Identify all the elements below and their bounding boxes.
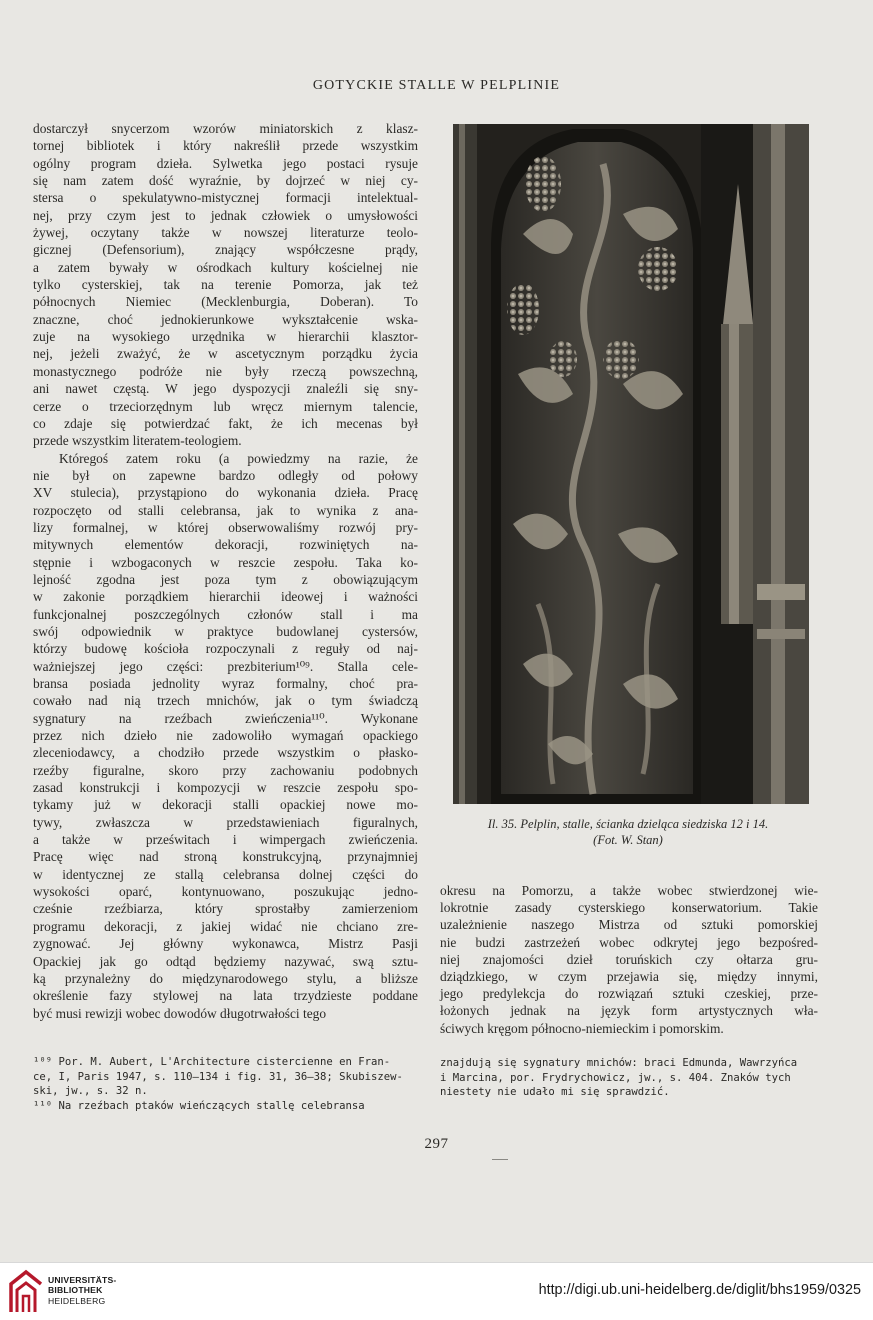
text-line: rozpoczęto od stalli celebransa, jak to wynika z ana- bbox=[33, 502, 418, 518]
figure-caption bbox=[438, 816, 818, 848]
footnote-110-cont-line-2: i Marcina, por. Frydrychowicz, jw., s. 404. Znaków tych bbox=[440, 1071, 791, 1084]
text-line: Któregoś zatem roku (a powiedzmy na razie, że bbox=[59, 450, 418, 466]
text-line: się nam zatem dość wyraźnie, by dojrzeć w niej cy- bbox=[33, 173, 418, 189]
text-line: nie był on zapewne bardzo odległy od połowy bbox=[33, 467, 418, 483]
running-title: GOTYCKIE STALLE W PELPLINIE bbox=[312, 78, 561, 93]
text-line: lokrotnie zasady cysterskiego konserwatorium. Takie bbox=[440, 900, 818, 916]
footnote-109-line-3: ski, jw., s. 32 n. bbox=[33, 1085, 148, 1097]
text-line: Pracę więc nad stroną konstrukcyjną, przynajmniej bbox=[33, 849, 418, 865]
text-line: w zakonie porządkiem hierarchii ideowej i ważności bbox=[33, 589, 418, 605]
text-line: określenie fazy stylowej na lata trzydzieste poddane bbox=[33, 988, 418, 1004]
text-line: nie budzi zastrzeżeń wobec odkrytej jego bezpośred- bbox=[440, 934, 818, 950]
left-text-column bbox=[33, 120, 418, 1022]
text-line: ką przynależny do międzynarodowego stylu, a bliższe bbox=[33, 970, 418, 986]
logo-line-3: HEIDELBERG bbox=[48, 1295, 106, 1306]
logo-line-2: BIBLIOTHEK bbox=[48, 1285, 103, 1296]
page-dash bbox=[492, 1159, 508, 1160]
viewer-footer-bar bbox=[0, 1262, 873, 1320]
text-line: zuje na wysokiego urzędnika w hierarchii klasztor- bbox=[33, 329, 418, 345]
text-line: tornej bibliotek i który nakreślił przede wszystkim bbox=[33, 138, 418, 154]
text-line: jego predylekcja do rozwiązań sztuki czeskiej, prze- bbox=[440, 986, 818, 1002]
text-line: cerze o trzeciorzędnym lub wręcz miernym talencie, bbox=[33, 398, 418, 414]
text-line: funkcjonalnej poszczególnych członów stall i ma bbox=[33, 606, 418, 622]
footnote-110-line-1: ¹¹⁰ Na rzeźbach ptaków wieńczących stallę celebransa bbox=[33, 1099, 365, 1112]
footnote-109-line-2: ce, I, Paris 1947, s. 110—134 i fig. 31, 36—38; Skubiszew- bbox=[33, 1070, 403, 1083]
footnote-110-cont-line-3: niestety nie udało mi się sprawdzić. bbox=[440, 1086, 670, 1098]
text-line: programu dekoracji, z jakiej widać nie chciano zre- bbox=[33, 918, 418, 934]
text-line: stępnie i wzbogaconych w reszcie zespołu. Taka ko- bbox=[33, 554, 418, 570]
text-line: XV stulecia), przystąpiono do wykonania dzieła. Pracę bbox=[33, 485, 418, 501]
text-line: sygnatury na rzeźbach zwieńczenia¹¹⁰. Wykonane bbox=[33, 710, 418, 726]
text-line: ważniejszej jego części: prezbiterium¹⁰⁹. Stalla cele- bbox=[33, 658, 418, 674]
text-line: mitywnych elementów dekoracji, rozwiniętych na- bbox=[33, 537, 418, 553]
text-line: cowało nad nią trzech mnichów, jak o tym świadczą bbox=[33, 693, 418, 709]
text-line: niej znajomości dzieł toruńskich czy ołtarza gru- bbox=[440, 951, 818, 967]
right-text-column bbox=[440, 882, 818, 1037]
text-line: być musi rewizji wobec dowodów długotrwałości tego bbox=[33, 1005, 327, 1021]
text-line: ani nawet częstą. W jego dyspozycji znaleźli się sny- bbox=[33, 381, 418, 397]
logo-line-1: UNIVERSITÄTS- bbox=[48, 1275, 117, 1285]
footnotes-right bbox=[440, 1056, 820, 1100]
text-line: gicznej (Defensorium), znający współczesne prądy, bbox=[33, 242, 418, 258]
university-library-logo-icon[interactable] bbox=[9, 1268, 43, 1314]
permalink-url[interactable]: http://digi.ub.uni-heidelberg.de/diglit/bhs1959/0325 bbox=[538, 1282, 861, 1298]
paragraph-2 bbox=[33, 450, 418, 1022]
footnotes-left bbox=[33, 1055, 418, 1113]
text-line: znaczne, choć jednokierunkowe wykształcenie wska- bbox=[33, 311, 418, 327]
text-line: tykamy już w dekoracji stalli opackiej nowe mo- bbox=[33, 797, 418, 813]
text-line: łożonych jednak na język form artystycznych wła- bbox=[440, 1003, 818, 1019]
text-line: uzależnienie naszego Mistrza od sztuki pomorskiej bbox=[440, 917, 818, 933]
text-line: wysokości oparć, kontynuowano, poszukując jedno- bbox=[33, 884, 418, 900]
text-line: nej, przy czym jest to jednak człowiek o umysłowości bbox=[33, 207, 418, 223]
text-line: bransa posiada jednolity wyraz formalny, choć pra- bbox=[33, 676, 418, 691]
university-library-logo-text[interactable] bbox=[48, 1275, 117, 1306]
carving-illustration bbox=[453, 124, 809, 804]
text-line: ściwych kręgom północno-niemieckim i pomorskim. bbox=[440, 1020, 724, 1036]
text-line: którzy budowę kościoła rozpoczynali z reguły od naj- bbox=[33, 641, 418, 657]
caption-line-2: (Fot. W. Stan) bbox=[593, 833, 663, 847]
text-line: zleceniodawcy, a chodziło przede wszystkim o płasko- bbox=[33, 745, 418, 761]
text-line: ogólny program dzieła. Sylwetka jego postaci rysuje bbox=[33, 155, 418, 171]
text-line: zasad konstrukcji i kompozycji w reszcie zespołu spo- bbox=[33, 780, 418, 796]
text-line: lizy formalnej, w której obserwowaliśmy rozwój pry- bbox=[33, 519, 418, 535]
text-line: tylko cysterskiej, tak na terenie Pomorza, jak też bbox=[33, 277, 418, 293]
paragraph-1 bbox=[33, 120, 418, 450]
text-line: monastycznego podróże nie były rzeczą powszechną, bbox=[33, 363, 418, 379]
text-line: w identycznej ze stallą celebransa dolnej części do bbox=[33, 866, 418, 882]
text-line: tywy, zwłaszcza w przedstawieniach figuralnych, bbox=[33, 814, 418, 830]
text-line: a także w prześwitach i wimpergach zwieńczenia. bbox=[33, 832, 418, 848]
text-line: rzeźby figuralne, skoro przy zachowaniu podobnych bbox=[33, 762, 418, 778]
text-line: żywej, oczytany także w nowszej literaturze teolo- bbox=[33, 225, 418, 241]
footnote-110-cont-line-1: znajdują się sygnatury mnichów: braci Edmunda, Wawrzyńca bbox=[440, 1057, 798, 1069]
caption-line-1: Il. 35. Pelplin, stalle, ścianka dzieląca siedziska 12 i 14. bbox=[487, 817, 769, 831]
text-line: Opackiej jak go odtąd będziemy nazywać, swą sztu- bbox=[33, 953, 418, 969]
text-line: cześnie rzeźbiarza, który sprostałby zamierzeniom bbox=[33, 901, 418, 917]
page-number: 297 bbox=[424, 1136, 449, 1152]
carved-stall-panel-photo bbox=[453, 124, 809, 804]
text-line: a zatem bywały w ośrodkach kultury kościelnej nie bbox=[33, 259, 418, 275]
text-line: co zdaje się potwierdzać fakt, że ich mecenas był bbox=[33, 415, 418, 431]
footnote-109-line-1: ¹⁰⁹ Por. M. Aubert, L'Architecture cistercienne en Fran- bbox=[33, 1056, 391, 1068]
text-line: zygnować. Jej główny wykonawca, Mistrz Pasji bbox=[33, 936, 418, 952]
text-line: okresu na Pomorzu, a także wobec stwierdzonej wie- bbox=[440, 883, 818, 898]
text-line: dostarczył snycerzom wzorów miniatorskich z klasz- bbox=[33, 121, 418, 136]
text-line: przede wszystkim literatem-teologiem. bbox=[33, 433, 242, 449]
text-line: dziądzkiego, w czym przejawia się, między innymi, bbox=[440, 969, 818, 985]
text-line: północnych Niemiec (Mecklenburgia, Doberan). To bbox=[33, 294, 418, 310]
text-line: nej, jeżeli zważyć, że w ascetycznym porządku życia bbox=[33, 346, 418, 362]
text-line: stersa o spekulatywno-mistycznej formacji intelektual- bbox=[33, 190, 418, 206]
text-line: przez nich dzieło nie zadowoliło wymagań opackiego bbox=[33, 728, 418, 744]
text-line: swój odpowiednik w praktyce budowlanej cystersów, bbox=[33, 623, 418, 639]
text-line: lejność zgodna jest poza tym z obowiązującym bbox=[33, 571, 418, 587]
